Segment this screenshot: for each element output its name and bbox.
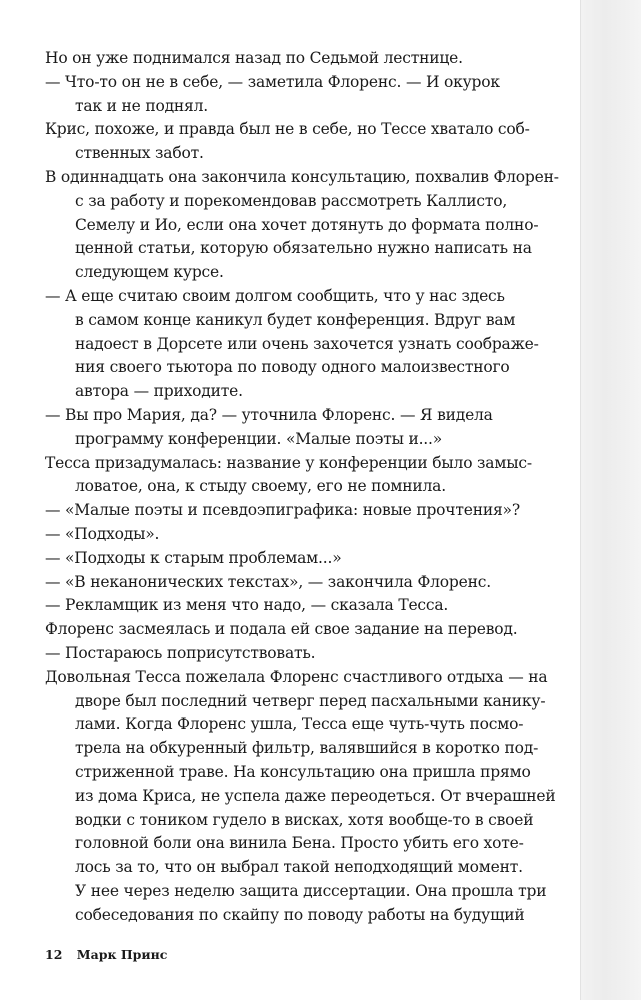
text-line: лось за то, что он выбрал такой неподходящий момент. (75, 858, 523, 877)
text-line: Довольная Тесса пожелала Флоренс счастливого отдыха — на (45, 667, 548, 686)
text-line: Семелу и Ио, если она хочет дотянуть до формата полно- (75, 215, 539, 234)
text-line: ловатое, она, к стыду своему, его не помнила. (75, 477, 446, 496)
text-line: — Рекламщик из меня что надо, — сказала Тесса. (45, 596, 449, 615)
text-line: так и не поднял. (75, 96, 209, 115)
text-line: — Вы про Мария, да? — уточнила Флоренс. — Я видела (45, 405, 493, 424)
text-line: следующем курсе. (75, 263, 224, 282)
body-text (45, 47, 559, 927)
page-gutter (580, 0, 641, 1000)
text-line: — А еще считаю своим долгом сообщить, что у нас здесь (45, 286, 505, 305)
page-footer (45, 947, 167, 962)
text-line: надоест в Дорсете или очень захочется узнать соображе- (75, 334, 539, 353)
text-line: программу конференции. «Малые поэты и...» (75, 429, 443, 448)
text-line: — «Подходы». (45, 524, 160, 543)
text-line: — Что-то он не в себе, — заметила Флоренс. — И окурок (45, 72, 500, 91)
text-line: Крис, похоже, и правда был не в себе, но Тессе хватало соб- (45, 120, 530, 139)
text-line: — Постараюсь поприсутствовать. (45, 643, 316, 662)
text-line: — «Малые поэты и псевдоэпиграфика: новые прочтения»? (45, 501, 520, 520)
text-line: В одиннадцать она закончила консультацию, похвалив Флорен- (45, 167, 559, 186)
text-line: дворе был последний четверг перед пасхальными канику- (75, 691, 546, 710)
text-line: головной боли она винила Бена. Просто убить его хоте- (75, 834, 524, 853)
page-number: 12 (45, 947, 63, 962)
text-line: в самом конце каникул будет конференция. Вдруг вам (75, 310, 516, 329)
text-line: Тесса призадумалась: название у конференции было замыс- (45, 453, 532, 472)
text-line: стриженной траве. На консультацию она пришла прямо (75, 762, 531, 781)
text-line: Флоренс засмеялась и подала ей свое задание на перевод. (45, 620, 518, 639)
text-line: из дома Криса, не успела даже переодеться. От вчерашней (75, 786, 556, 805)
text-line: ценной статьи, которую обязательно нужно написать на (75, 239, 532, 258)
text-line: собеседования по скайпу по поводу работы на будущий (75, 905, 525, 924)
text-line: ственных забот. (75, 144, 204, 163)
text-line: водки с тоником гудело в висках, хотя вообще-то в своей (75, 810, 534, 829)
text-line: Но он уже поднимался назад по Седьмой лестнице. (45, 49, 463, 67)
text-line: — «В неканонических текстах», — закончила Флоренс. (45, 572, 491, 591)
running-author: Марк Принс (76, 947, 168, 962)
text-line: лами. Когда Флоренс ушла, Тесса еще чуть-чуть посмо- (75, 715, 524, 734)
text-line: У нее через неделю защита диссертации. Она прошла три (75, 881, 547, 900)
text-line: с за работу и порекомендовав рассмотреть Каллисто, (75, 191, 508, 210)
text-line: ния своего тьютора по поводу одного малоизвестного (75, 358, 510, 377)
text-line: — «Подходы к старым проблемам...» (45, 548, 342, 567)
text-line: трела на обкуренный фильтр, валявшийся в коротко под- (75, 739, 539, 758)
text-line: автора — приходите. (75, 382, 243, 401)
